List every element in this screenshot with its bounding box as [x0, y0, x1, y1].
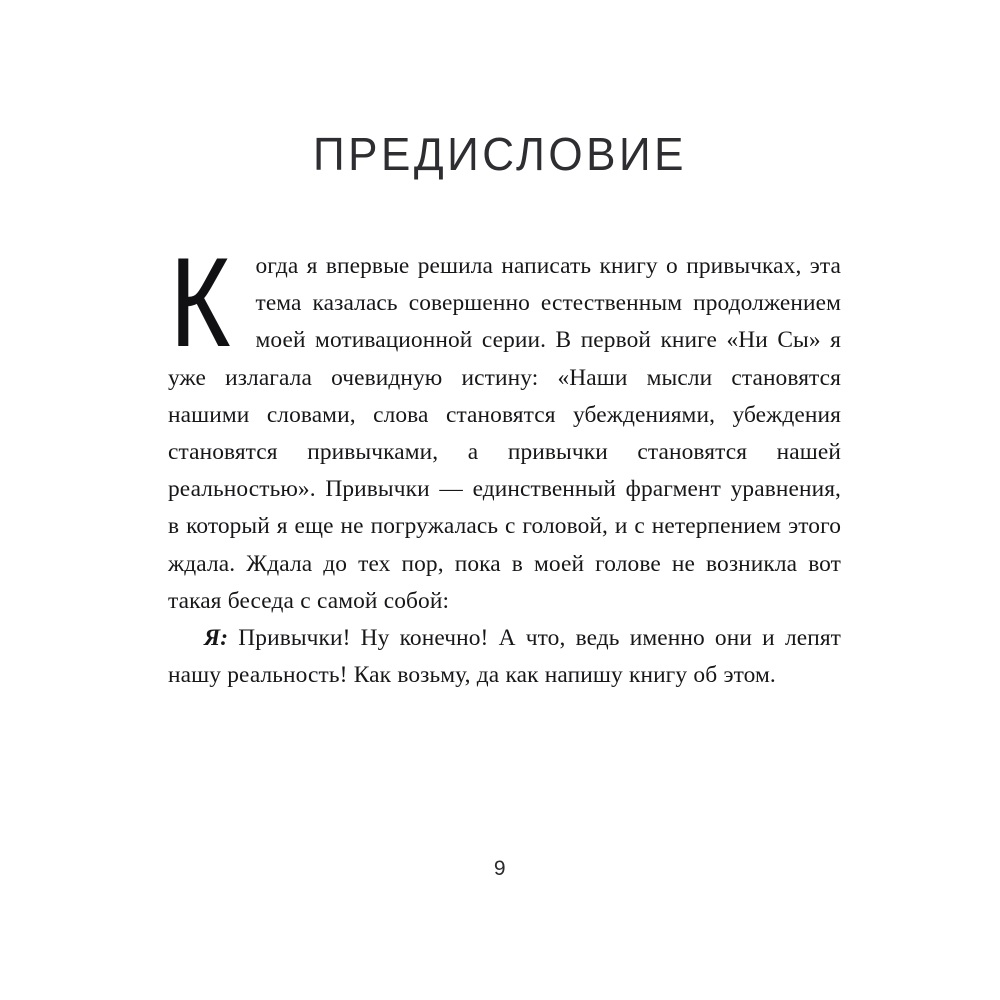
page-number: 9: [493, 857, 507, 880]
paragraph-2: [168, 620, 841, 694]
body-text-block: [168, 232, 841, 694]
page-title: ПРЕДИСЛОВИЕ: [313, 129, 687, 182]
paragraph-1: [168, 232, 841, 620]
paragraph-2-text: Привычки! Ну конечно! А что, ведь именно они и лепят нашу реальность! Как возьму, да как напишу книгу об этом.: [168, 625, 841, 689]
paragraph-1-text: огда я впервые решила написать книгу о привычках, эта тема казалась совершенно естественным продолжением моей мотивационной серии. В первой книге «Ни Сы» я уже излагала очевидную истину: «Наши мысли становятся нашими словами, слова становятся убеждениями, убеждения становятся привычками, а привычки становятся нашей реальностью». Привычки — единственный фрагмент уравнения, в который я еще не погружалась с головой, и с нетерпением этого ждала. Ждала до тех пор, пока в моей голове не возникла вот такая беседа с самой собой:: [168, 253, 841, 614]
drop-cap-letter: К: [170, 232, 231, 373]
speaker-label: Я:: [204, 625, 229, 652]
